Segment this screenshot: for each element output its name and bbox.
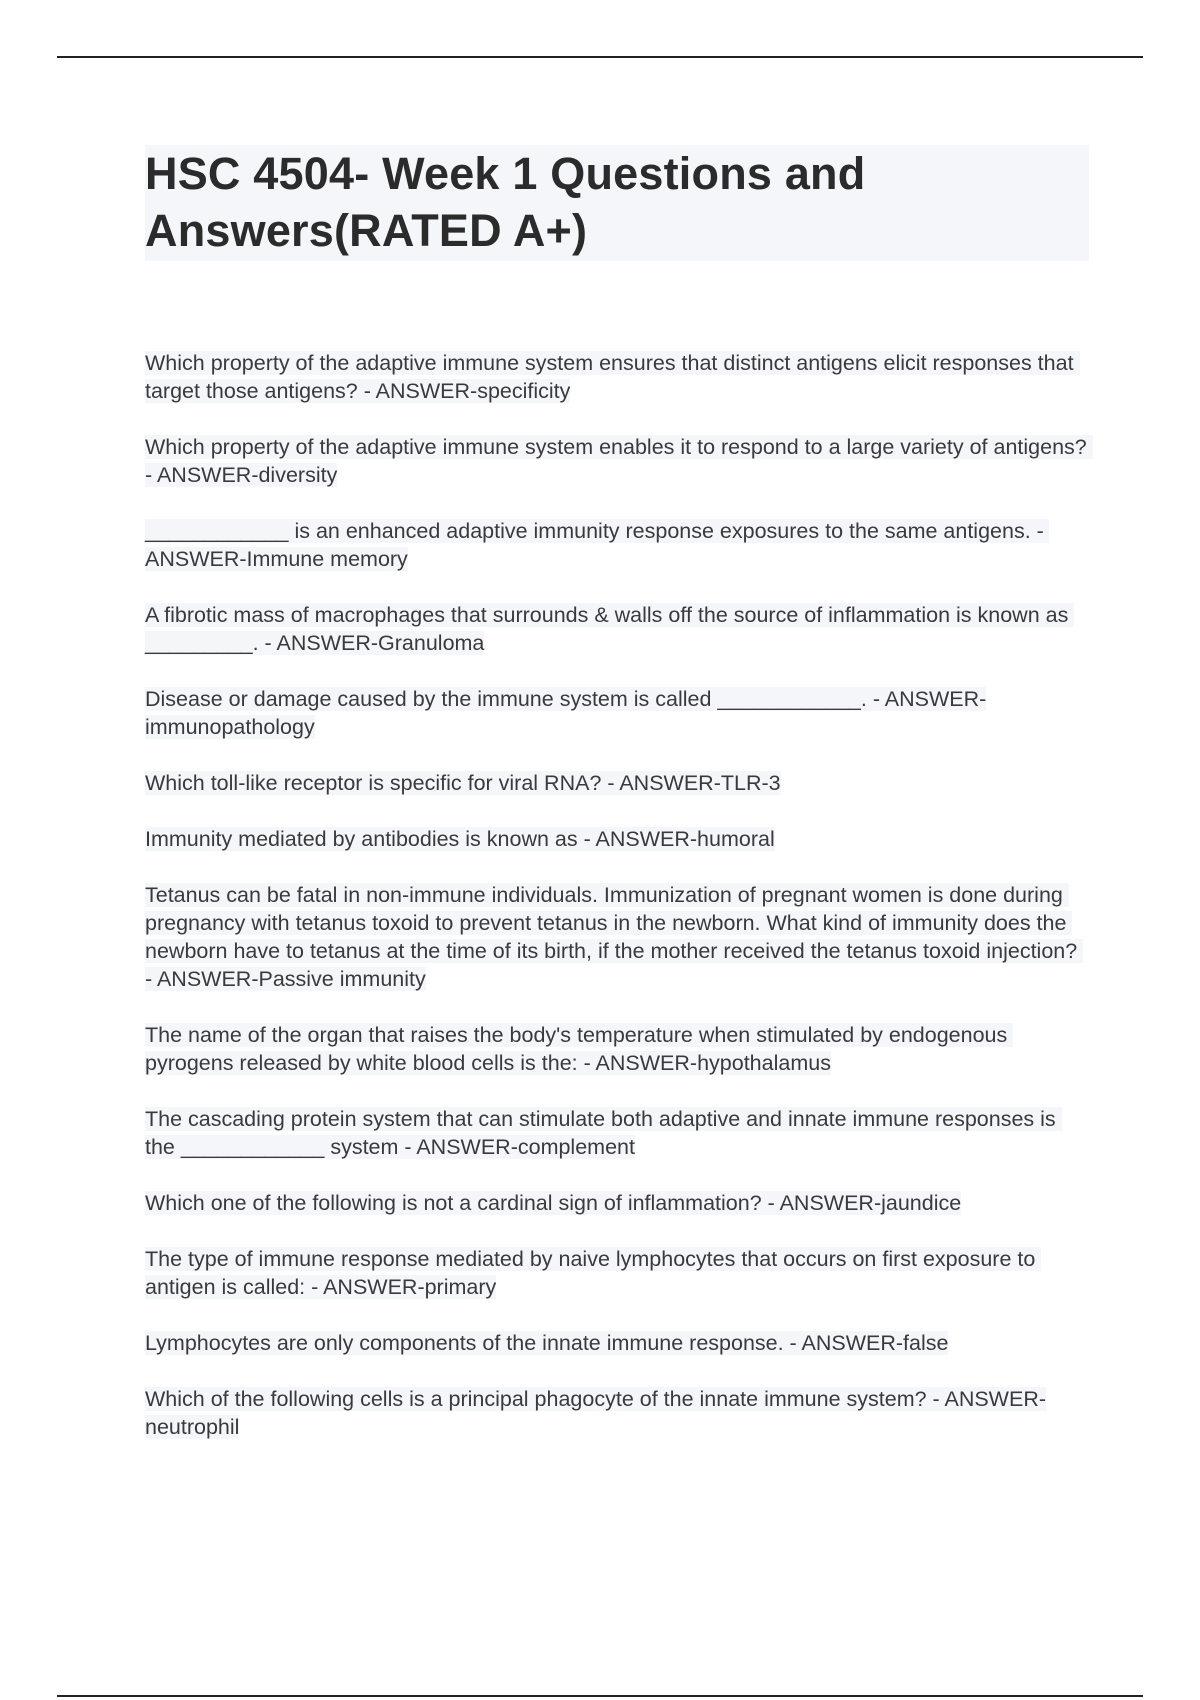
qa-text: Which toll-like receptor is specific for viral RNA? - ANSWER-TLR-3 xyxy=(145,771,781,795)
qa-text: Which one of the following is not a cardinal sign of inflammation? - ANSWER-jaundice xyxy=(145,1191,962,1215)
qa-item xyxy=(145,1105,1089,1161)
qa-item xyxy=(145,1329,1089,1357)
qa-text: Disease or damage caused by the immune system is called ____________. - ANSWER-immunopathology xyxy=(145,687,987,739)
page-bottom-rule xyxy=(57,1695,1143,1697)
qa-text: The type of immune response mediated by naive lymphocytes that occurs on first exposure to antigen is called: - ANSWER-primary xyxy=(145,1247,1042,1299)
qa-text: Immunity mediated by antibodies is known as - ANSWER-humoral xyxy=(145,827,775,851)
document-title: HSC 4504- Week 1 Questions and Answers(RATED A+) xyxy=(145,145,1089,261)
qa-item xyxy=(145,1385,1089,1441)
qa-text: The cascading protein system that can stimulate both adaptive and innate immune responses is the ____________ system - ANSWER-complement xyxy=(145,1107,1062,1159)
qa-item xyxy=(145,517,1089,573)
qa-text: ____________ is an enhanced adaptive immunity response exposures to the same antigens. - ANSWER-Immune memory xyxy=(145,519,1049,571)
qa-text: Tetanus can be fatal in non-immune individuals. Immunization of pregnant women is done during pregnancy with tetanus toxoid to prevent tetanus in the newborn. What kind of immunity does the newborn have to tetanus at the time of its birth, if the mother received the tetanus toxoid injection? - ANSWER-Passive immunity xyxy=(145,883,1084,991)
qa-item xyxy=(145,825,1089,853)
qa-item xyxy=(145,769,1089,797)
qa-item xyxy=(145,601,1089,657)
qa-item xyxy=(145,433,1093,489)
qa-item xyxy=(145,1189,1089,1217)
document-body xyxy=(145,145,1093,1469)
page-top-rule xyxy=(57,56,1143,58)
qa-item xyxy=(145,881,1089,993)
qa-text: Which property of the adaptive immune system ensures that distinct antigens elicit responses that target those antigens? - ANSWER-specificity xyxy=(145,351,1080,403)
qa-item xyxy=(145,349,1089,405)
qa-text: Which property of the adaptive immune system enables it to respond to a large variety of antigens? - ANSWER-diversity xyxy=(145,435,1093,487)
qa-text: A fibrotic mass of macrophages that surrounds & walls off the source of inflammation is known as _________. - ANSWER-Granuloma xyxy=(145,603,1075,655)
qa-item xyxy=(145,1021,1089,1077)
qa-text: Lymphocytes are only components of the innate immune response. - ANSWER-false xyxy=(145,1331,949,1355)
qa-text: Which of the following cells is a principal phagocyte of the innate immune system? - ANSWER-neutrophil xyxy=(145,1387,1047,1439)
qa-text: The name of the organ that raises the body's temperature when stimulated by endogenous pyrogens released by white blood cells is the: - ANSWER-hypothalamus xyxy=(145,1023,1014,1075)
qa-list xyxy=(145,349,1093,1441)
qa-item xyxy=(145,1245,1089,1301)
qa-item xyxy=(145,685,1089,741)
